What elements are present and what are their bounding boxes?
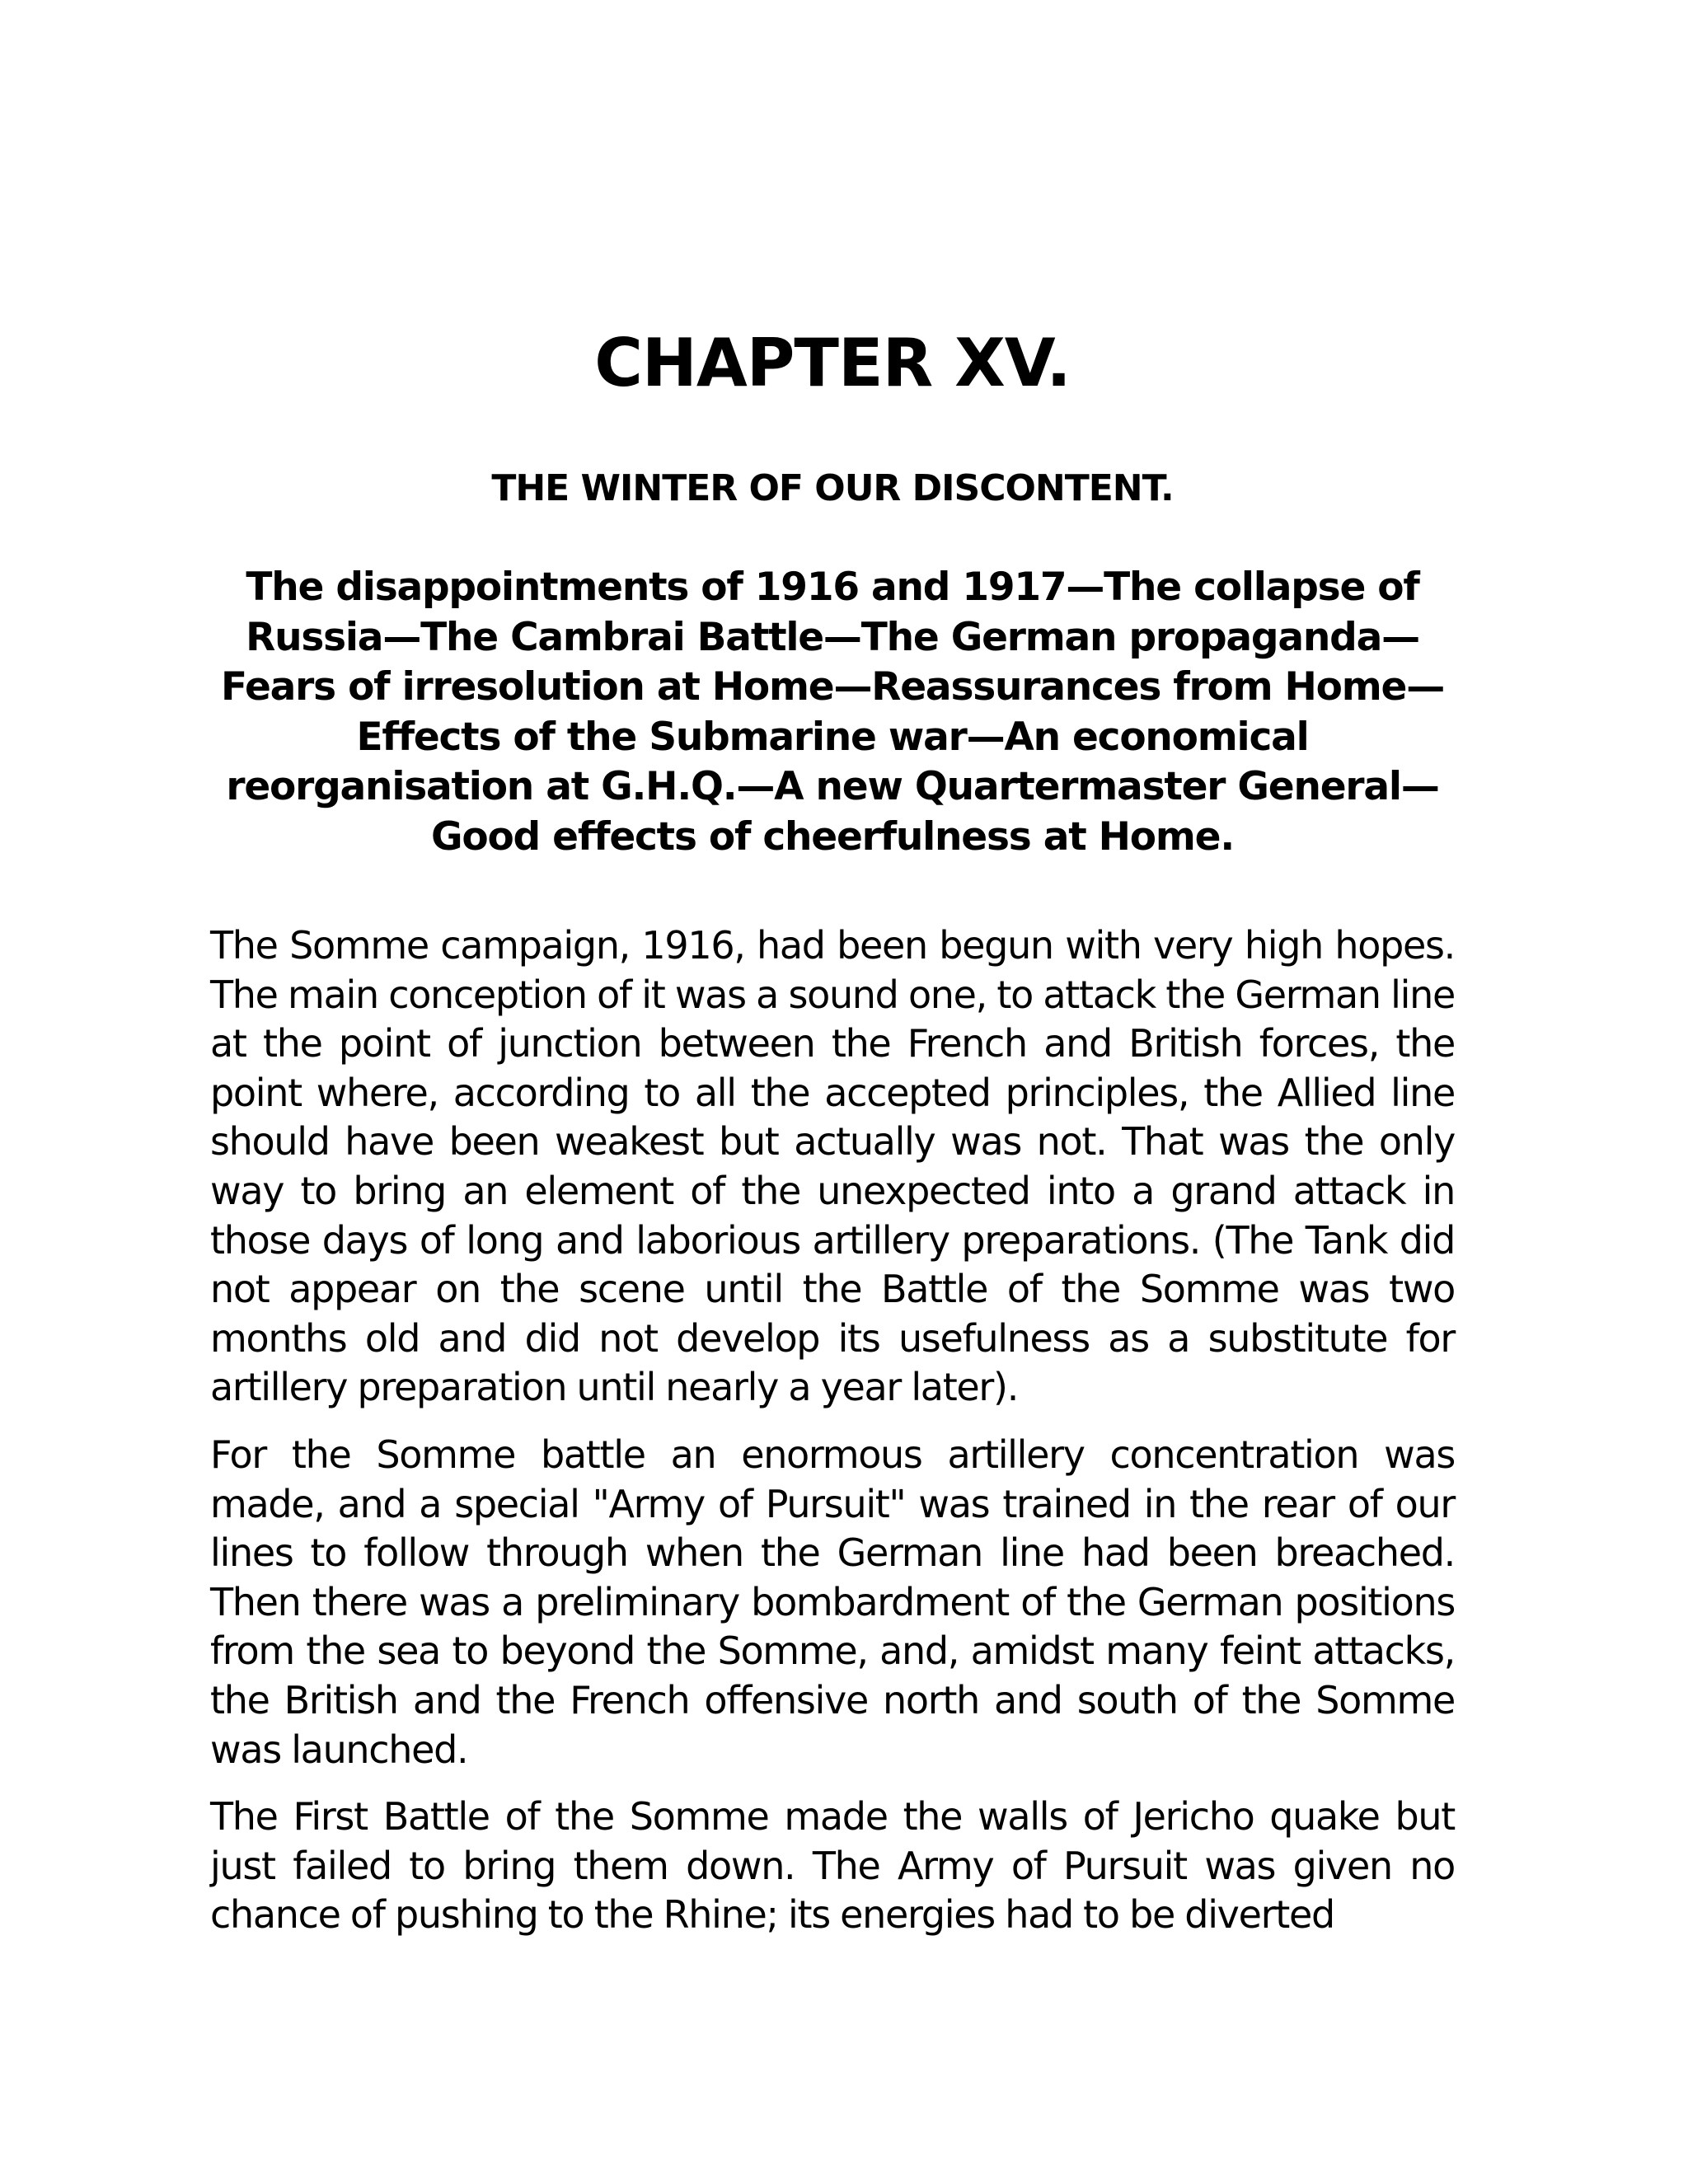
body-text <box>210 921 1455 1958</box>
paragraph: The First Battle of the Somme made the walls of Jericho quake but just failed to bring them down. The Army of Pursuit was given no chance of pushing to the Rhine; its energies had to be diverted <box>210 1794 1455 1938</box>
chapter-title: CHAPTER XV. <box>594 325 1071 401</box>
paragraph: For the Somme battle an enormous artillery concentration was made, and a special "Army of Pursuit" was trained in the rear of our lines to follow through when the German line had been breached. Then there was a preliminary bombardment of the German positions from the sea to beyond the Somme, and, amidst many feint attacks, the British and the French offensive north and south of the Somme was launched. <box>210 1432 1455 1772</box>
chapter-summary: The disappointments of 1916 and 1917—The collapse of Russia—The Cambrai Battle—The German propaganda—Fears of irresolution at Home—Reassurances from Home—Effects of the Submarine war—An economical reorganisation at G.H.Q.—A new Quartermaster General—Good effects of cheerfulness at Home. <box>220 565 1445 860</box>
chapter-subtitle: THE WINTER OF OUR DISCONTENT. <box>491 467 1174 509</box>
paragraph: The Somme campaign, 1916, had been begun with very high hopes. The main conception of it was a sound one, to attack the German line at the point of junction between the French and British forces, the point where, according to all the accepted principles, the Allied line should have been weakest but actually was not. That was the only way to bring an element of the unexpected into a grand attack in those days of long and laborious artillery preparations. (The Tank did not appear on the scene until the Battle of the Somme was two months old and did not develop its usefulness as a substitute for artillery preparation until nearly a year later). <box>210 923 1455 1410</box>
document-page <box>210 0 1455 2184</box>
